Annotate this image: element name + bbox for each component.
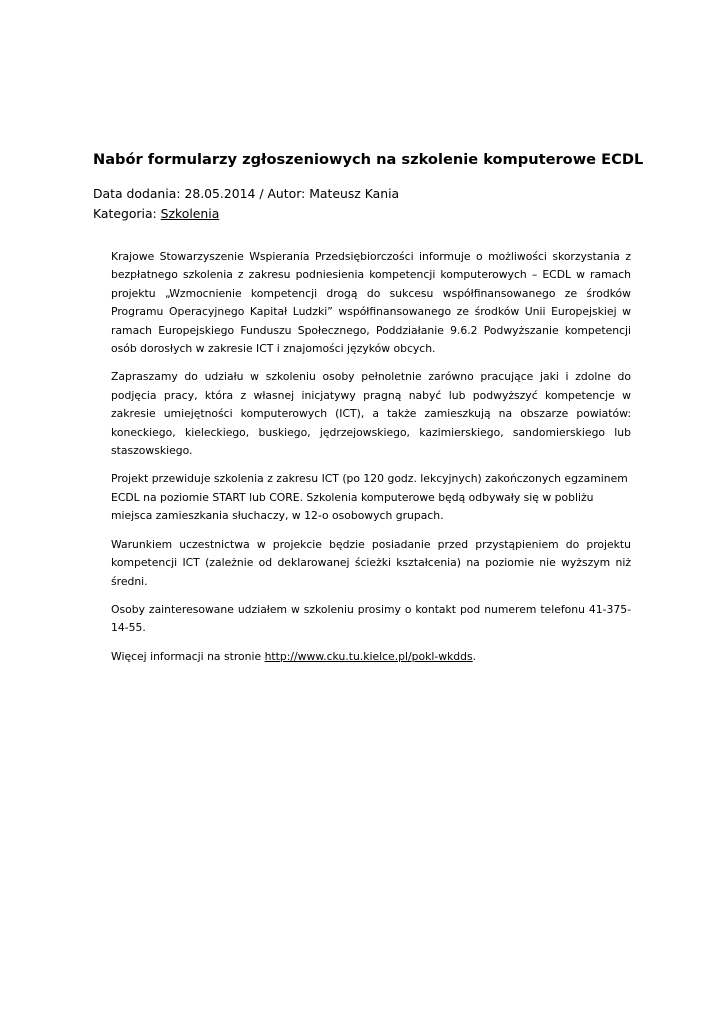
- page-title: Nabór formularzy zgłoszeniowych na szkolenie komputerowe ECDL: [93, 151, 644, 168]
- article-meta: [93, 184, 399, 224]
- paragraph-contact: Osoby zainteresowane udziałem w szkoleniu prosimy o kontakt pod numerem telefonu 41-375-14-55.: [111, 602, 631, 635]
- more-info-suffix: .: [472, 649, 477, 663]
- article-body: [111, 248, 631, 676]
- category-link[interactable]: Szkolenia: [160, 206, 220, 221]
- more-info-link[interactable]: http://www.cku.tu.kielce.pl/pokl-wkdds: [264, 649, 473, 663]
- category-line: [93, 204, 399, 224]
- paragraph-more-info: [111, 648, 631, 666]
- publication-line: [93, 184, 399, 204]
- paragraph-requirements: Warunkiem uczestnictwa w projekcie będzie posiadanie przed przystąpieniem do projektu kompetencji ICT (zależnie od deklarowanej ścieżki kształcenia) na poziomie nie wyższym niż średni.: [111, 537, 631, 588]
- author-separator: / Autor:: [255, 186, 310, 201]
- author-name: Mateusz Kania: [309, 186, 400, 201]
- paragraph-project-scope: Projekt przewiduje szkolenia z zakresu ICT (po 120 godz. lekcyjnych) zakończonych egzaminem ECDL na poziomie START lub CORE. Szkolenia komputerowe będą odbywały się w pobliżu miejsca zamieszkania słuchaczy, w 12-o osobowych grupach.: [111, 472, 628, 523]
- publication-date: 28.05.2014: [184, 186, 256, 201]
- paragraph-invitation: Zapraszamy do udziału w szkoleniu osoby pełnoletnie zarówno pracujące jaki i zdolne do podjęcia pracy, która z własnej inicjatywy pragną nabyć lub podwyższyć kompetencje w zakresie umiejętności komputerowych (ICT), a także zamieszkują na obszarze powiatów: koneckiego, kieleckiego, buskiego, jędrzejowskiego, kazimierskiego, sandomierskiego lub staszowskiego.: [111, 370, 631, 458]
- category-prefix: Kategoria:: [93, 206, 161, 221]
- date-prefix: Data dodania:: [93, 186, 185, 201]
- paragraph-intro: Krajowe Stowarzyszenie Wspierania Przedsiębiorczości informuje o możliwości skorzystania z bezpłatnego szkolenia z zakresu podniesienia kompetencji komputerowych – ECDL w ramach projektu „Wzmocnienie kompetencji drogą do sukcesu współfinansowanego ze środków Programu Operacyjnego Kapitał Ludzki” współfinansowanego ze środków Unii Europejskiej w ramach Europejskiego Funduszu Społecznego, Poddziałanie 9.6.2 Podwyższanie kompetencji osób dorosłych w zakresie ICT i znajomości języków obcych.: [111, 250, 631, 356]
- more-info-prefix: Więcej informacji na stronie: [111, 649, 265, 663]
